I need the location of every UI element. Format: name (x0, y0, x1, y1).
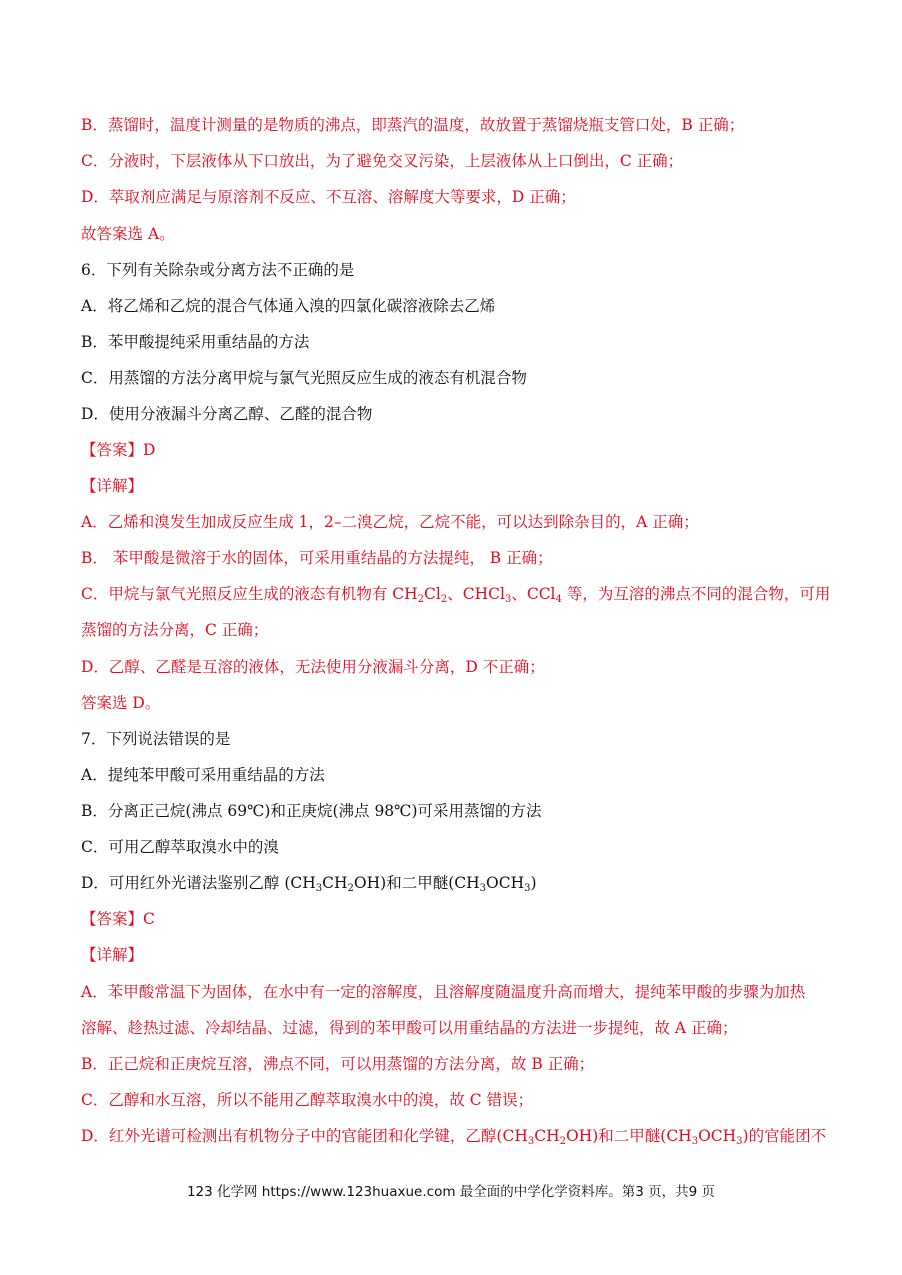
question-6-option-d: D．使用分液漏斗分离乙醇、乙醛的混合物 (81, 405, 373, 423)
question-7-option-a: A．提纯苯甲酸可采用重结晶的方法 (81, 766, 325, 784)
explanation-line: C．分液时，下层液体从下口放出，为了避免交叉污染，上层液体从上口倒出，C 正确； (81, 152, 684, 170)
page-footer: 123 化学网 https://www.123huaxue.com 最全面的中学化学资料库。第3 页，共9 页 (186, 1184, 716, 1200)
question-7-option-b: B．分离正己烷(沸点 69℃)和正庚烷(沸点 98℃)可采用蒸馏的方法 (81, 802, 542, 820)
question-6-option-a: A．将乙烯和乙烷的混合气体通入溴的四氯化碳溶液除去乙烯 (81, 297, 496, 315)
explanation-line: C．甲烷与氯气光照反应生成的液态有机物有 $CH_2Cl_2$、CHCl$_3$、CCl$_4$ 等，为互溶的沸点不同的混合物，可用 (81, 585, 831, 605)
answer-conclusion: 故答案选 A。 (81, 225, 175, 243)
explanation-line: A．苯甲酸常温下为固体，在水中有一定的溶解度，且溶解度随温度升高而增大，提纯苯甲酸的步骤为加热 (81, 983, 806, 1001)
answer-label: 【答案】D (81, 441, 156, 459)
explanation-line: D．萃取剂应满足与原溶剂不反应、不互溶、溶解度大等要求，D 正确； (81, 188, 576, 206)
question-6-option-b: B．苯甲酸提纯采用重结晶的方法 (81, 333, 310, 351)
question-7-option-c: C．可用乙醇萃取溴水中的溴 (81, 838, 279, 856)
question-6-option-c: C．用蒸馏的方法分离甲烷与氯气光照反应生成的液态有机混合物 (81, 369, 527, 387)
detail-label: 【详解】 (81, 946, 144, 964)
answer-conclusion: 答案选 D。 (81, 694, 161, 712)
explanation-line: D．红外光谱可检测出有机物分子中的官能团和化学键，乙醇$(CH_3CH_2OH)$和二甲醚$(CH_3OCH_3)$的官能团不 (81, 1127, 827, 1147)
answer-label: 【答案】C (81, 910, 155, 928)
question-7-option-d: D．可用红外光谱法鉴别乙醇 $(CH_3CH_2OH)$和二甲醚$(CH_3OCH_3)$ (81, 874, 537, 894)
explanation-line: 溶解、趁热过滤、冷却结晶、过滤，得到的苯甲酸可以用重结晶的方法进一步提纯，故 A 正确； (81, 1019, 738, 1037)
detail-label: 【详解】 (81, 477, 144, 495)
question-6: 6．下列有关除杂或分离方法不正确的是 (81, 261, 355, 279)
explanation-line: C．乙醇和水互溶，所以不能用乙醇萃取溴水中的溴，故 C 错误； (81, 1091, 534, 1109)
explanation-line: B． 苯甲酸是微溶于水的固体，可采用重结晶的方法提纯， B 正确； (81, 549, 553, 567)
explanation-line: B．蒸馏时，温度计测量的是物质的沸点，即蒸汽的温度，故放置于蒸馏烧瓶支管口处，B 正确； (81, 116, 745, 134)
explanation-line: A．乙烯和溴发生加成反应生成 1，2–二溴乙烷，乙烷不能，可以达到除杂目的，A 正确； (81, 513, 699, 531)
explanation-line: B．正己烷和正庚烷互溶，沸点不同，可以用蒸馏的方法分离，故 B 正确； (81, 1055, 595, 1073)
question-7: 7．下列说法错误的是 (81, 730, 231, 748)
explanation-line: 蒸馏的方法分离，C 正确； (81, 621, 269, 639)
explanation-line: D．乙醇、乙醛是互溶的液体，无法使用分液漏斗分离，D 不正确； (81, 658, 545, 676)
